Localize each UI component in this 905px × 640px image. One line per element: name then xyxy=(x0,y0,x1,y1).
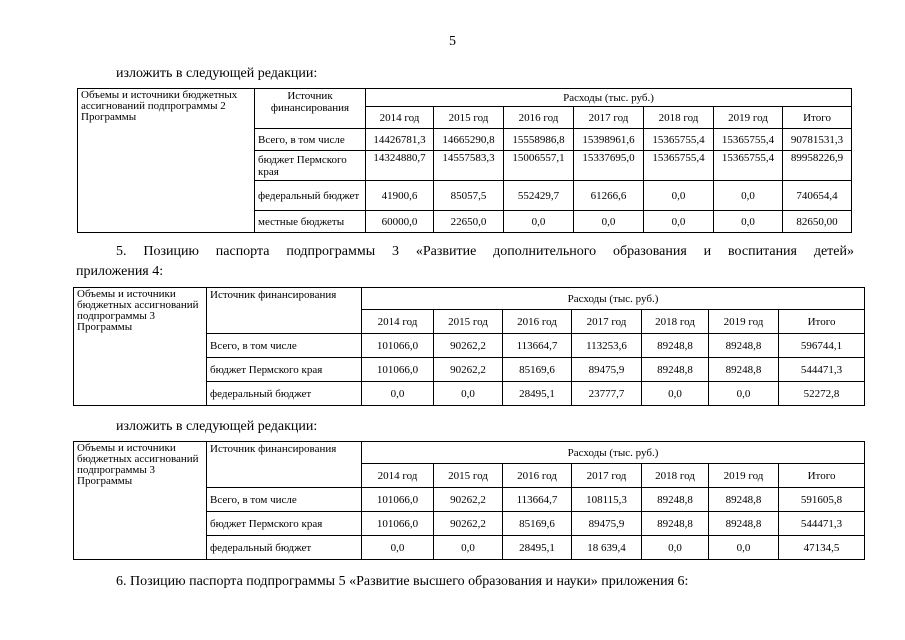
table3-cell: 108115,3 xyxy=(572,488,642,512)
table1-cell: 0,0 xyxy=(714,211,783,233)
table3-cell: 85169,6 xyxy=(503,512,572,536)
table2-cell: 0,0 xyxy=(362,382,434,406)
table3-year-header: 2019 год xyxy=(709,464,779,488)
table2-cell: 89248,8 xyxy=(642,334,709,358)
table1-cell: 14557583,3 xyxy=(434,151,504,181)
table1-cell: 15365755,4 xyxy=(644,151,714,181)
table1-source-header: Источник финансирования xyxy=(255,89,366,129)
table3-source: бюджет Пермского края xyxy=(207,512,362,536)
table1-cell: 90781531,3 xyxy=(783,129,852,151)
table1-cell: 14665290,8 xyxy=(434,129,504,151)
table1-cell: 89958226,9 xyxy=(783,151,852,181)
table1-cell: 41900,6 xyxy=(366,181,434,211)
table3-source-header: Источник финансирования xyxy=(207,442,362,488)
table1-cell: 15337695,0 xyxy=(574,151,644,181)
table3-cell: 101066,0 xyxy=(362,488,434,512)
table3-expenses-header: Расходы (тыс. руб.) xyxy=(362,442,865,464)
table1-cell: 15365755,4 xyxy=(714,129,783,151)
table2-source-header: Источник финансирования xyxy=(207,288,362,334)
table1-label: Объемы и источники бюджетных ассигнований подпрограммы 2 Программы xyxy=(78,89,255,233)
table1-cell: 15398961,6 xyxy=(574,129,644,151)
table2-cell: 101066,0 xyxy=(362,358,434,382)
table2-year-header: 2015 год xyxy=(434,310,503,334)
table2-cell: 89248,8 xyxy=(642,358,709,382)
table3-label: Объемы и источники бюджетных ассигнований подпрограммы 3 Программы xyxy=(74,442,207,560)
table3-cell: 89248,8 xyxy=(709,512,779,536)
table2-cell: 544471,3 xyxy=(779,358,865,382)
table1-cell: 0,0 xyxy=(574,211,644,233)
table3-cell: 591605,8 xyxy=(779,488,865,512)
table3-cell: 544471,3 xyxy=(779,512,865,536)
table3-cell: 113664,7 xyxy=(503,488,572,512)
table2-source: Всего, в том числе xyxy=(207,334,362,358)
table1-cell: 740654,4 xyxy=(783,181,852,211)
table1-cell: 61266,6 xyxy=(574,181,644,211)
table1-cell: 22650,0 xyxy=(434,211,504,233)
table1-cell: 82650,00 xyxy=(783,211,852,233)
table3-source: Всего, в том числе xyxy=(207,488,362,512)
table2-cell: 23777,7 xyxy=(572,382,642,406)
table3-cell: 89475,9 xyxy=(572,512,642,536)
table3-cell: 0,0 xyxy=(709,536,779,560)
table1-cell: 14324880,7 xyxy=(366,151,434,181)
table2-year-header: 2019 год xyxy=(709,310,779,334)
table1-cell: 60000,0 xyxy=(366,211,434,233)
table2-year-header: 2014 год xyxy=(362,310,434,334)
table3-year-header: 2018 год xyxy=(642,464,709,488)
table3-cell: 101066,0 xyxy=(362,512,434,536)
table3-year-header: 2017 год xyxy=(572,464,642,488)
table1-year-header: 2014 год xyxy=(366,107,434,129)
table1-cell: 0,0 xyxy=(714,181,783,211)
table2-cell: 101066,0 xyxy=(362,334,434,358)
table1-total-header: Итого xyxy=(783,107,852,129)
table3-cell: 47134,5 xyxy=(779,536,865,560)
table2-total-header: Итого xyxy=(779,310,865,334)
paragraph-item-6: 6. Позицию паспорта подпрограммы 5 «Развитие высшего образования и науки» приложения 6: xyxy=(116,574,689,589)
table3-cell: 28495,1 xyxy=(503,536,572,560)
table1-year-header: 2017 год xyxy=(574,107,644,129)
table2-cell: 90262,2 xyxy=(434,358,503,382)
table1-cell: 14426781,3 xyxy=(366,129,434,151)
table3-cell: 89248,8 xyxy=(642,512,709,536)
table2-year-header: 2017 год xyxy=(572,310,642,334)
table3-source: федеральный бюджет xyxy=(207,536,362,560)
table3-year-header: 2016 год xyxy=(503,464,572,488)
table2-cell: 0,0 xyxy=(709,382,779,406)
table1-year-header: 2019 год xyxy=(714,107,783,129)
table3-cell: 0,0 xyxy=(362,536,434,560)
table3-cell: 0,0 xyxy=(642,536,709,560)
table1-source: Всего, в том числе xyxy=(255,129,366,151)
table2-cell: 113253,6 xyxy=(572,334,642,358)
table2-cell: 596744,1 xyxy=(779,334,865,358)
table1-cell: 0,0 xyxy=(504,211,574,233)
table2-source: федеральный бюджет xyxy=(207,382,362,406)
table1-cell: 0,0 xyxy=(644,181,714,211)
table1-cell: 552429,7 xyxy=(504,181,574,211)
table2-expenses-header: Расходы (тыс. руб.) xyxy=(362,288,865,310)
table1-source: бюджет Пермского края xyxy=(255,151,366,181)
table3-cell: 18 639,4 xyxy=(572,536,642,560)
table3-cell: 0,0 xyxy=(434,536,503,560)
table2-year-header: 2018 год xyxy=(642,310,709,334)
table2-cell: 90262,2 xyxy=(434,334,503,358)
table3-cell: 89248,8 xyxy=(642,488,709,512)
table3-cell: 90262,2 xyxy=(434,512,503,536)
table-subprogram-2 xyxy=(77,88,852,233)
table3-total-header: Итого xyxy=(779,464,865,488)
table-subprogram-3-new xyxy=(73,441,865,560)
table1-cell: 15365755,4 xyxy=(644,129,714,151)
table-subprogram-3-current xyxy=(73,287,865,406)
table1-expenses-header: Расходы (тыс. руб.) xyxy=(366,89,852,107)
paragraph-edit-instruction-1: изложить в следующей редакции: xyxy=(116,66,318,81)
page-number: 5 xyxy=(449,34,456,49)
table2-cell: 52272,8 xyxy=(779,382,865,406)
table1-year-header: 2016 год xyxy=(504,107,574,129)
table1-cell: 15006557,1 xyxy=(504,151,574,181)
paragraph-item-5-line1: 5. Позицию паспорта подпрограммы 3 «Развитие дополнительного образования и воспитания детей» xyxy=(116,244,854,259)
table2-source: бюджет Пермского края xyxy=(207,358,362,382)
table1-source: местные бюджеты xyxy=(255,211,366,233)
table2-cell: 89248,8 xyxy=(709,334,779,358)
table3-cell: 89248,8 xyxy=(709,488,779,512)
table1-cell: 15365755,4 xyxy=(714,151,783,181)
table2-cell: 113664,7 xyxy=(503,334,572,358)
table1-cell: 0,0 xyxy=(644,211,714,233)
table1-source: федеральный бюджет xyxy=(255,181,366,211)
table3-cell: 90262,2 xyxy=(434,488,503,512)
table2-year-header: 2016 год xyxy=(503,310,572,334)
table1-cell: 85057,5 xyxy=(434,181,504,211)
table2-cell: 28495,1 xyxy=(503,382,572,406)
table1-year-header: 2015 год xyxy=(434,107,504,129)
table1-cell: 15558986,8 xyxy=(504,129,574,151)
table2-cell: 89248,8 xyxy=(709,358,779,382)
table3-year-header: 2015 год xyxy=(434,464,503,488)
table2-cell: 0,0 xyxy=(434,382,503,406)
table2-cell: 0,0 xyxy=(642,382,709,406)
table2-cell: 89475,9 xyxy=(572,358,642,382)
table1-year-header: 2018 год xyxy=(644,107,714,129)
paragraph-edit-instruction-2: изложить в следующей редакции: xyxy=(116,419,318,434)
table2-label: Объемы и источники бюджетных ассигнований подпрограммы 3 Программы xyxy=(74,288,207,406)
paragraph-item-5-line2: приложения 4: xyxy=(76,264,164,279)
table3-year-header: 2014 год xyxy=(362,464,434,488)
table2-cell: 85169,6 xyxy=(503,358,572,382)
